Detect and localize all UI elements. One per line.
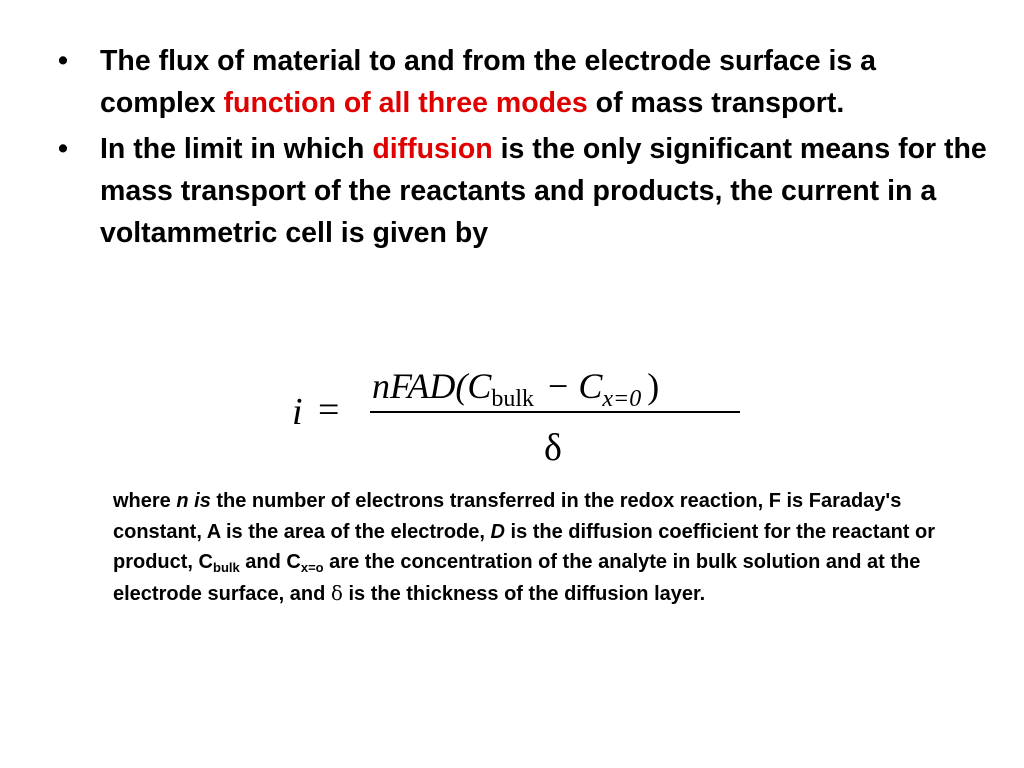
formula-numerator	[372, 366, 659, 412]
bullet-list	[58, 40, 988, 258]
note-var-d: D	[490, 520, 505, 543]
highlighted-text: function of all three modes	[223, 87, 588, 119]
formula-lhs: i	[292, 391, 303, 433]
note-text: is the thickness of the diffusion layer.	[342, 582, 706, 605]
bullet-text: of mass transport.	[587, 87, 845, 119]
note-var-n: n is	[176, 490, 211, 512]
note-sub-x0: x=o	[300, 560, 324, 575]
highlighted-text: diffusion	[372, 133, 493, 165]
note-sub-bulk: bulk	[213, 560, 240, 575]
formula-sub-bulk: bulk	[491, 386, 535, 412]
note-text: is the diffusion coefficient for the reactant or product, C	[113, 520, 936, 573]
formula-sub-x0: x=0	[602, 386, 642, 412]
note-text: are the concentration of the analyte in bulk solution and at the electrode surface, and	[113, 551, 921, 605]
formula-denominator: δ	[544, 427, 562, 469]
bullet-item	[58, 128, 988, 254]
note-text: the number of electrons transferred in the redox reaction, F is Faraday's constant, A is the area of the electrode,	[113, 490, 902, 543]
bullet-item	[58, 40, 988, 124]
formula-numerator-prefix: nFAD(C	[372, 366, 492, 406]
variable-definitions	[113, 486, 978, 609]
bullet-text: The flux of material to and from the electrode surface is a complex	[100, 45, 877, 119]
bullet-marker: •	[58, 133, 68, 165]
note-text: where	[113, 490, 177, 512]
note-text: and C	[239, 551, 301, 573]
bullet-text: is the only significant means for the mass transport of the reactants and products, the current in a voltammetric cell is given by	[100, 133, 987, 249]
formula-c2: C	[578, 366, 603, 406]
note-delta-symbol: δ	[330, 580, 343, 605]
bullet-text: In the limit in which	[100, 133, 373, 165]
bullet-marker: •	[58, 45, 68, 77]
formula-equals: =	[318, 389, 340, 431]
formula-close-paren: )	[647, 366, 660, 406]
formula-minus: −	[548, 366, 569, 406]
